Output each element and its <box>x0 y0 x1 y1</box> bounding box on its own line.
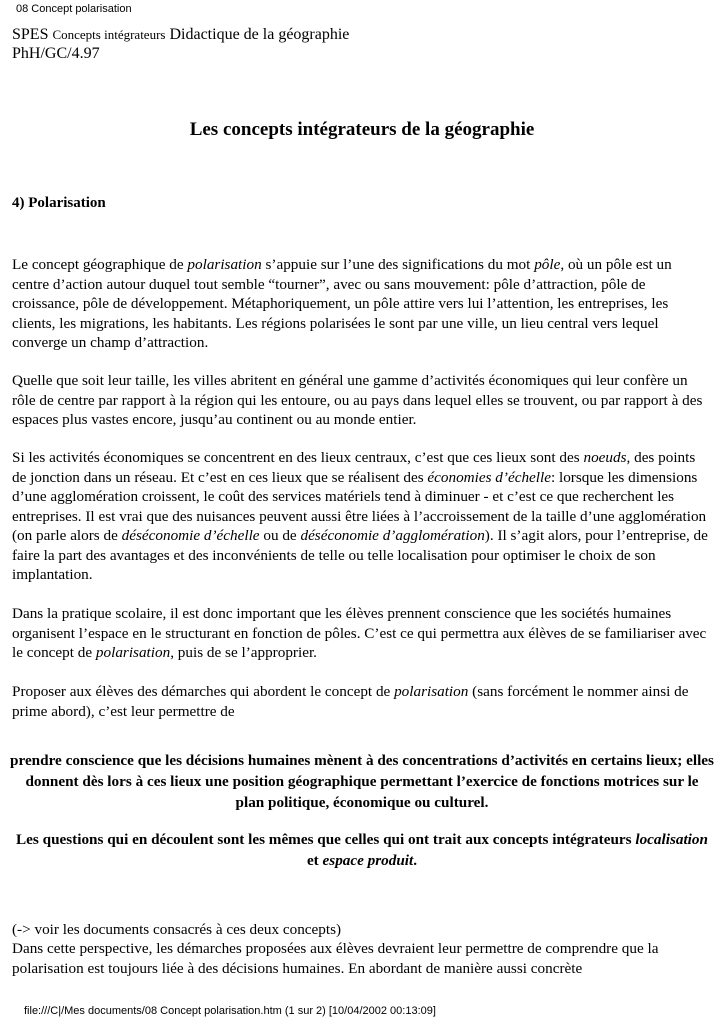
section-heading: 4) Polarisation <box>12 195 106 211</box>
meta-spes: SPES <box>12 26 53 43</box>
page-title: Les concepts intégrateurs de la géographie <box>189 119 535 140</box>
meta-didactique: Didactique de la géographie <box>165 26 350 43</box>
paragraph-2: Quelle que soit leur taille, les villes abritent en général une gamme d’activités économiques qui leur confère un rôle de centre par rapport à la région qui les entoure, ou au pays dans lequel elles se trouvent, ou par rapport à des espaces plus vastes encore, jusqu’au continent ou au monde entier. <box>12 372 703 428</box>
paragraph-6: (-> voir les documents consacrés à ces deux concepts) <box>12 921 342 938</box>
paragraph-5: Proposer aux élèves des démarches qui abordent le concept de polarisation (sans forcément le nommer ainsi de prime abord), c’est leur permettre de <box>12 683 689 720</box>
paragraph-1: Le concept géographique de polarisation s’appuie sur l’une des significations du mot pôle, où un pôle est un centre d’action autour duquel tout semble “tourner”, avec ou sans mouvement: pôle d’attraction, pôle de croissance, pôle de développement. Métaphoriquement, un pôle attire vers lui l’attention, les entreprises, les clients, les migrations, les habitants. Les régions polarisées le sont par une ville, un lieu central vers lequel converge un champ d’attraction. <box>12 256 672 351</box>
meta-line-2: PhH/GC/4.97 <box>12 45 100 62</box>
paragraph-7: Dans cette perspective, les démarches proposées aux élèves devraient leur permettre de comprendre que la polarisation est toujours liée à des décisions humaines. En abordant de manière aussi concrète <box>12 940 659 977</box>
meta-concepts: Concepts intégrateurs <box>52 27 166 42</box>
bold-statement-2: Les questions qui en découlent sont les mêmes que celles qui ont trait aux concepts intégrateurs localisation et espace produit. <box>16 831 708 869</box>
paragraph-3: Si les activités économiques se concentrent en des lieux centraux, c’est que ces lieux sont des noeuds, des points de jonction dans un réseau. Et c’est en ces lieux que se réalisent des économies d’échelle: lorsque les dimensions d’une agglomération croissent, le coût des services matériels tend à diminuer - et c’est ce que recherchent les entreprises. Il est vrai que des nuisances peuvent aussi être liées à l’accroissement de la taille d’une agglomération (on parle alors de déséconomie d’échelle ou de déséconomie d’agglomération). Il s’agit alors, pour l’entreprise, de faire la part des avantages et des inconvénients de telle ou telle localisation pour optimiser le choix de son implantation. <box>12 449 708 583</box>
page-header: 08 Concept polarisation <box>16 3 132 15</box>
bold-statement-1: prendre conscience que les décisions humaines mènent à des concentrations d’activités en certains lieux; elles donnent dès lors à ces lieux une position géographique permettant l’exercice de fonctions motrices sur le plan politique, économique ou culturel. <box>10 752 714 811</box>
page-footer: file:///C|/Mes documents/08 Concept polarisation.htm (1 sur 2) [10/04/2002 00:13:09] <box>24 1005 436 1017</box>
document-meta <box>12 25 349 63</box>
meta-line-1 <box>12 25 349 44</box>
paragraph-4: Dans la pratique scolaire, il est donc important que les élèves prennent conscience que les sociétés humaines organisent l’espace en le structurant en fonction de pôles. C’est ce qui permettra aux élèves de se familiariser avec le concept de polarisation, puis de se l’approprier. <box>12 605 707 661</box>
